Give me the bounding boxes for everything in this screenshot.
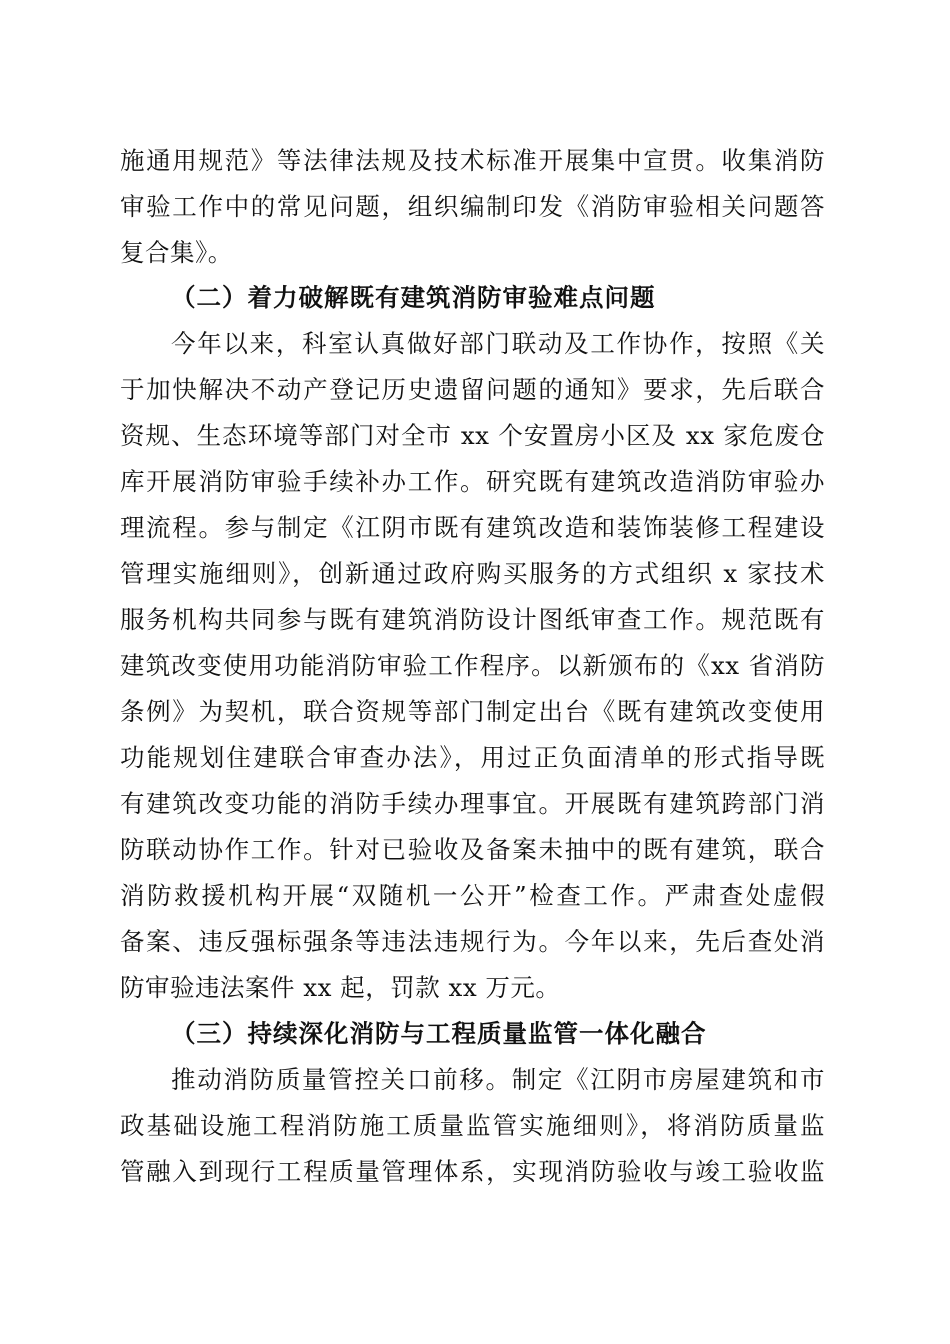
- text-line: 理流程。参与制定《江阴市既有建筑改造和装饰装修工程建设: [120, 513, 825, 542]
- text-line: 消防救援机构开展“双随机一公开”检查工作。严肃查处虚假: [120, 881, 825, 910]
- text-line: 有建筑改变功能的消防手续办理事宜。开展既有建筑跨部门消: [120, 789, 825, 818]
- text-line: 资规、生态环境等部门对全市 xx 个安置房小区及 xx 家危废仓: [120, 421, 825, 450]
- text-line: 管理实施细则》，创新通过政府购买服务的方式组织 x 家技术: [120, 559, 825, 588]
- text-line: 功能规划住建联合审查办法》，用过正负面清单的形式指导既: [120, 743, 825, 772]
- text-line: 防审验违法案件 xx 起，罚款 xx 万元。: [120, 973, 561, 1002]
- text-line: 防联动协作工作。针对已验收及备案未抽中的既有建筑，联合: [120, 835, 825, 864]
- section-heading-3: （三）持续深化消防与工程质量监管一体化融合: [171, 1019, 707, 1048]
- text-line: 条例》为契机，联合资规等部门制定出台《既有建筑改变使用: [120, 697, 825, 726]
- text-line: 建筑改变使用功能消防审验工作程序。以新颁布的《xx 省消防: [120, 651, 825, 680]
- text-line: 于加快解决不动产登记历史遗留问题的通知》要求，先后联合: [120, 375, 825, 404]
- text-line: 库开展消防审验手续补办工作。研究既有建筑改造消防审验办: [120, 467, 825, 496]
- text-line: 备案、违反强标强条等违法违规行为。今年以来，先后查处消: [120, 927, 825, 956]
- text-line: 管融入到现行工程质量管理体系，实现消防验收与竣工验收监: [120, 1157, 825, 1186]
- text-line: 复合集》。: [120, 238, 233, 267]
- text-line: 施通用规范》等法律法规及技术标准开展集中宣贯。收集消防: [120, 146, 825, 175]
- text-line: 今年以来，科室认真做好部门联动及工作协作，按照《关: [171, 329, 825, 358]
- section-heading-2: （二）着力破解既有建筑消防审验难点问题: [171, 283, 656, 312]
- text-line: 服务机构共同参与既有建筑消防设计图纸审查工作。规范既有: [120, 605, 825, 634]
- text-line: 审验工作中的常见问题，组织编制印发《消防审验相关问题答: [120, 192, 825, 221]
- text-line: 政基础设施工程消防施工质量监管实施细则》，将消防质量监: [120, 1111, 825, 1140]
- text-line: 推动消防质量管控关口前移。制定《江阴市房屋建筑和市: [171, 1065, 825, 1094]
